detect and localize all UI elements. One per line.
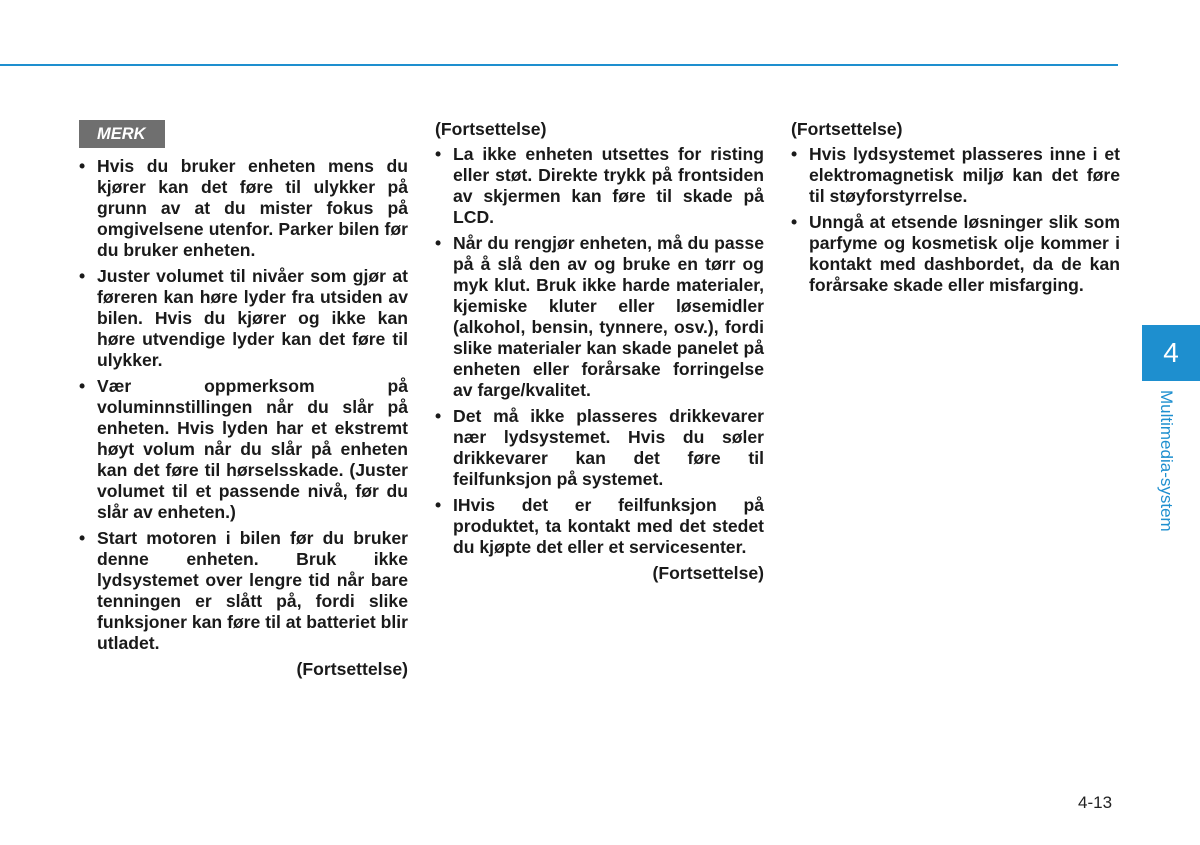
note-list [79, 156, 408, 654]
continued-label: (Fortsettelse) [296, 659, 408, 679]
list-item-text: Vær oppmerksom på voluminnstillingen når du slår på enheten. Hvis lyden har et ekstremt høyt volum når du slår på enheten kan det føre til hørselsskade. (Juster volumet til et passende nivå, før du slår av enheten.) [97, 376, 408, 522]
list-item-text: Når du rengjør enheten, må du passe på å slå den av og bruke en tørr og myk klut. Bruk ikke harde materialer, kjemiske kluter eller løsemidler (alkohol, bensin, tynnere, osv.), fordi slike materialer kan skade panelet på enheten eller forårsake forringelse av farge/kvalitet. [453, 233, 764, 400]
chapter-tab: 4 [1142, 325, 1200, 381]
list-item [435, 406, 764, 490]
list-item [79, 376, 408, 523]
list-item [791, 212, 1120, 296]
bullet-icon: • [79, 528, 86, 548]
bullet-icon: • [435, 406, 442, 426]
list-item [79, 528, 408, 654]
list-item [79, 266, 408, 371]
bullet-icon: • [79, 376, 86, 396]
bullet-icon: • [791, 144, 798, 164]
list-item-text: Start motoren i bilen før du bruker denne enheten. Bruk ikke lydsystemet over lengre tid når bare tenningen er slått på, fordi slike funksjoner kan føre til at batteriet blir utladet. [97, 528, 408, 653]
note-badge: MERK [79, 120, 165, 148]
list-item-text: Unngå at etsende løsninger slik som parfyme og kosmetisk olje kommer i kontakt med dashbordet, da de kan forårsake skade eller misfarging. [809, 212, 1120, 295]
bullet-icon: • [791, 212, 798, 232]
bullet-icon: • [435, 144, 442, 164]
continued-heading: (Fortsettelse) [435, 119, 547, 139]
list-item [791, 144, 1120, 207]
column-2 [435, 119, 764, 584]
column-3 [791, 119, 1120, 301]
list-item-text: La ikke enheten utsettes for risting eller støt. Direkte trykk på frontsiden av skjermen kan føre til skade på LCD. [453, 144, 764, 227]
continued-label: (Fortsettelse) [652, 563, 764, 583]
chapter-label: Multimedia-system [1157, 390, 1176, 532]
continued-heading: (Fortsettelse) [791, 119, 903, 139]
bullet-icon: • [435, 495, 442, 515]
bullet-icon: • [435, 233, 442, 253]
list-item-text: Hvis du bruker enheten mens du kjører kan det føre til ulykker på grunn av at du mister fokus på omgivelsene utenfor. Parker bilen før du bruker enheten. [97, 156, 408, 260]
bullet-icon: • [79, 156, 86, 176]
list-item-text: Hvis lydsystemet plasseres inne i et elektromagnetisk miljø kan det føre til støyforstyrrelse. [809, 144, 1120, 206]
list-item [435, 144, 764, 228]
list-item-text: Det må ikke plasseres drikkevarer nær lydsystemet. Hvis du søler drikkevarer kan det føre til feilfunksjon på systemet. [453, 406, 764, 489]
list-item [435, 233, 764, 401]
list-item-text: IHvis det er feilfunksjon på produktet, ta kontakt med det stedet du kjøpte det eller et servicesenter. [453, 495, 764, 557]
bullet-icon: • [79, 266, 86, 286]
list-item-text: Juster volumet til nivåer som gjør at føreren kan høre lyder fra utsiden av bilen. Hvis du kjører og ikke kan høre utvendige lyder kan det føre til ulykker. [97, 266, 408, 370]
page-number: 4-13 [1078, 793, 1113, 812]
note-list [435, 144, 764, 558]
note-list [791, 144, 1120, 296]
column-1 [79, 118, 408, 680]
list-item [435, 495, 764, 558]
list-item [79, 156, 408, 261]
header-rule [0, 64, 1118, 66]
